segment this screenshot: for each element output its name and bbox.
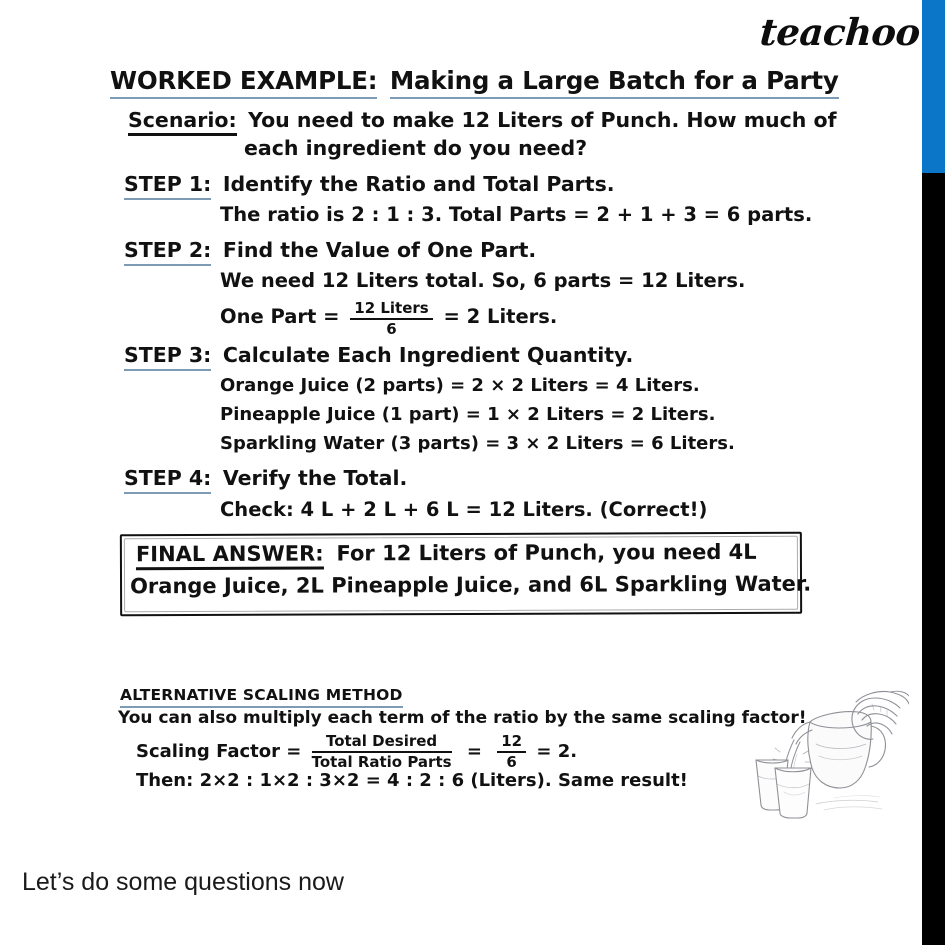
step-2-label: STEP 2: (124, 238, 211, 266)
step-1-line-1: The ratio is 2 : 1 : 3. Total Parts = 2 + 1 + 3 = 6 parts. (220, 203, 813, 226)
final-answer-box (120, 532, 812, 617)
step-3-line-3: Sparkling Water (3 parts) = 3 × 2 Liters = 6 Liters. (220, 433, 735, 454)
right-edge-blue-bar (922, 0, 945, 173)
title-prefix: WORKED EXAMPLE: (110, 66, 377, 99)
step-4-row (124, 466, 407, 490)
one-part-fraction (350, 301, 432, 337)
step-2-row (124, 238, 536, 262)
one-part-equation (220, 301, 557, 337)
scaling-factor-rhs: = 2. (536, 740, 578, 762)
alternative-method-subtitle: You can also multiply each term of the ratio by the same scaling factor! (118, 708, 807, 728)
step-4-heading: Verify the Total. (222, 466, 408, 490)
scaling-factor-num-2: 12 (501, 732, 523, 750)
scenario-line-2: each ingredient do you need? (244, 136, 588, 160)
final-answer-line-1 (136, 540, 757, 567)
step-2-line-1: We need 12 Liters total. So, 6 parts = 12 Liters. (220, 269, 746, 292)
footer-text: Let’s do some questions now (22, 868, 344, 896)
scaling-factor-equals-1: = (466, 740, 482, 762)
right-edge-black-bar (922, 173, 945, 945)
final-answer-line-2: Orange Juice, 2L Pineapple Juice, and 6L Sparkling Water. (129, 571, 812, 599)
alternative-then-line: Then: 2×2 : 1×2 : 3×2 = 4 : 2 : 6 (Liters). Same result! (136, 770, 688, 791)
one-part-numerator: 12 Liters (354, 299, 429, 317)
scaling-factor-fraction (312, 734, 452, 770)
alternative-method-panel (88, 686, 828, 826)
worked-example-title (110, 66, 839, 95)
final-answer-line-1-rest: For 12 Liters of Punch, you need 4L (336, 539, 757, 566)
step-1-row (124, 172, 615, 196)
one-part-denominator: 6 (386, 319, 397, 338)
scenario-row (128, 108, 837, 132)
alternative-method-title: ALTERNATIVE SCALING METHOD (120, 686, 403, 708)
scaling-factor-numeric-fraction (497, 734, 526, 770)
scaling-factor-denominator: Total Ratio Parts (311, 752, 452, 771)
one-part-rhs: = 2 Liters. (443, 305, 558, 329)
scaling-factor-den-2: 6 (506, 752, 517, 771)
worked-example-sheet (88, 58, 839, 638)
pitcher-pouring-illustration (754, 680, 909, 820)
one-part-lhs: One Part = (220, 305, 340, 329)
scaling-factor-formula (136, 734, 577, 770)
step-3-row (124, 343, 633, 367)
scenario-label: Scenario: (128, 108, 237, 136)
step-3-label: STEP 3: (124, 343, 211, 371)
step-1-heading: Identify the Ratio and Total Parts. (222, 172, 615, 196)
step-1-label: STEP 1: (124, 172, 211, 200)
scenario-line-1: You need to make 12 Liters of Punch. How much of (248, 108, 837, 132)
final-answer-label: FINAL ANSWER: (136, 542, 324, 571)
step-4-line-1: Check: 4 L + 2 L + 6 L = 12 Liters. (Correct!) (220, 498, 708, 521)
step-3-heading: Calculate Each Ingredient Quantity. (222, 343, 634, 367)
step-4-label: STEP 4: (124, 466, 211, 494)
scaling-factor-numerator: Total Desired (325, 732, 438, 750)
step-2-heading: Find the Value of One Part. (222, 238, 537, 262)
teachoo-logo: teachoo (758, 10, 922, 54)
scaling-factor-lhs: Scaling Factor = (136, 740, 302, 762)
title-rest: Making a Large Batch for a Party (390, 66, 839, 99)
step-3-line-1: Orange Juice (2 parts) = 2 × 2 Liters = 4 Liters. (220, 375, 700, 396)
step-3-line-2: Pineapple Juice (1 part) = 1 × 2 Liters = 2 Liters. (220, 404, 716, 425)
